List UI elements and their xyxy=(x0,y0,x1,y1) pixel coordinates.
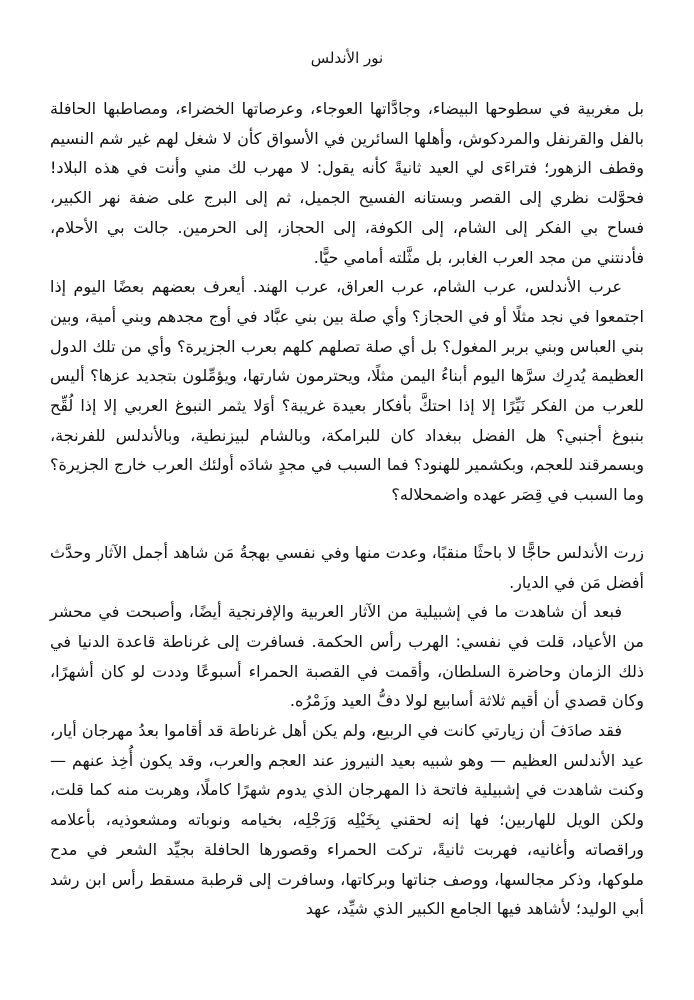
paragraph-4: فبعد أن شاهدت ما في إشبيلية من الآثار العربية والإفرنجية أيضًا، وأصبحت في محشر من الأعياد، قلت في نفسي: الهرب رأس الحكمة. فسافرت إلى غرناطة قاعدة الدنيا في ذلك الزمان وحاضرة السلطان، وأقمت في القصبة الحمراء أسبوعًا وددت لو كان أشهرًا، وكان قصدي أن أقيم ثلاثة أسابيع لولا دفُّ العيد وزَمْرُه. xyxy=(50,602,644,711)
running-header: نور الأندلس xyxy=(310,49,384,67)
body-text xyxy=(50,94,644,924)
paragraph-1: بل مغربية في سطوحها البيضاء، وجادَّاتها العوجاء، وعرصاتها الخضراء، ومصاطبها الحافلة بالفل والقرنفل والمردكوش، وأهلها السائرين في الأسواق كأن لا شغل لهم غير شم النسيم وقطف الزهور؛ فتراءَى لي العيد ثانيةً كأنه يقول: لا مهرب لك مني وأنت في هذه البلاد! فحوَّلت نظري إلى القصر وبستانه الفسيح الجميل، ثم إلى البرج على ضفة نهر الكبير، فساح بي الفكر إلى الشام، إلى الكوفة، إلى الحجاز، إلى الحرمين. جالت بي الأحلام، فأدنتني من مجد العرب الغابر، بل مثَّلته أمامي حيًّا. xyxy=(50,99,644,267)
paragraph-3: زرت الأندلس حاجًّا لا باحثًا منقبًا، وعدت منها وفي نفسي بهجةُ مَن شاهد أجمل الآثار وحدَّث أفضل مَن في الديار. xyxy=(50,542,644,592)
paragraph-2: عرب الأندلس، عرب الشام، عرب العراق، عرب الهند. أيعرف بعضهم بعضًا اليوم إذا اجتمعوا في نجد مثلًا أو في الحجاز؟ وأي صلة بين بني عبَّاد في أوج مجدهم وبني أمية، وبين بني العباس وبني بربر المغول؟ بل أي صلة تصلهم كلهم بعرب الجزيرة؟ وأي من تلك الدول العظيمة يُدرِك سرَّها اليوم أبناءُ اليمن مثلًا، ويحترمون شارتها، ويؤمِّلون بتجديد عزها؟ أليس للعرب من الفكر نَيِّرًا إلا إذا احتكَّ بأفكار بعيدة غريبة؟ أوَلا يثمر النبوغ العربي إلا إذا لُقِّح بنبوغ أجنبي؟ هل الفضل ببغداد كان للبرامكة، وبالشام لبيزنطية، وبالأندلس للفرنجة، وبسمرقند للعجم، وبكشمير للهنود؟ فما السبب في مجدٍ شادَه أولئك العرب خارج الجزيرة؟ وما السبب في قِصَر عهده واضمحلاله؟ xyxy=(50,277,644,505)
paragraph-5: فقد صادَفَ أن زيارتي كانت في الربيع، ولم يكن أهل غرناطة قد أقاموا بعدُ مهرجان أيار، عيد الأندلس العظيم — وهو شبيه بعيد النيروز عند العجم والعرب، وقد يكون أُخِذ عنهم — وكنت شاهدت في إشبيلية فاتحة ذا المهرجان الذي يدوم شهرًا كاملًا، وهربت منه كما قلت، ولكن الويل للهاربين؛ فها إنه لحقني بِخَيْلِه وَرَجْلِه، بخيامه ونوباته ومشعوذيه، بأعلامه وراقصاته وأغانيه، فهربت ثانيةً، تركت الحمراء وقصورها الحافلة بجيِّد الشعر في مدح ملوكها، وذكر مجالسها، ووصف جناتها وبركاتها، وسافرت إلى قرطبة مسقط رأس ابن رشد أبي الوليد؛ لأشاهد فيها الجامع الكبير الذي شيِّد، عهد xyxy=(50,721,644,919)
